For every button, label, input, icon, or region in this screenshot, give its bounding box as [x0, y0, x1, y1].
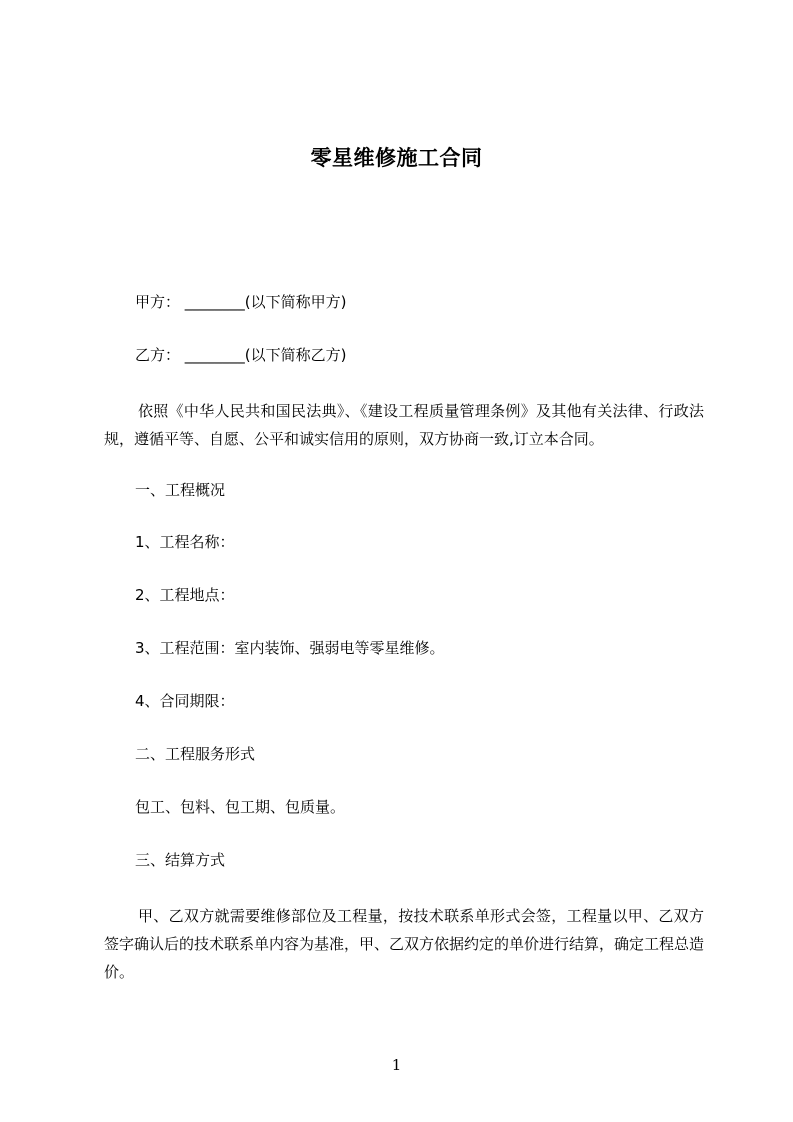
item-project-scope: 3、工程范围：室内装饰、强弱电等零星维修。 — [135, 639, 445, 657]
service-form-text: 包工、包料、包工期、包质量。 — [135, 798, 346, 816]
party-b-line: 乙方： ________(以下简称乙方) — [135, 346, 347, 364]
item-contract-term: 4、合同期限： — [135, 692, 235, 710]
document-title: 零星维修施工合同 — [310, 146, 483, 170]
party-a-line: 甲方： ________(以下简称甲方) — [135, 293, 347, 311]
settlement-paragraph: 甲、乙双方就需要维修部位及工程量，按技术联系单形式会签，工程量以甲、乙双方签字确认后的技术联系单内容为基准，甲、乙双方依据约定的单价进行结算，确定工程总造价。 — [104, 907, 705, 981]
intro-paragraph: 依照《中华人民共和国民法典》、《建设工程质量管理条例》及其他有关法律、行政法规，遵循平等、自愿、公平和诚实信用的原则，双方协商一致,订立本合同。 — [104, 402, 704, 448]
item-project-location: 2、工程地点： — [135, 586, 235, 604]
page-number: 1 — [391, 1056, 402, 1074]
item-project-name: 1、工程名称： — [135, 533, 235, 551]
section-3-heading: 三、结算方式 — [135, 851, 226, 869]
section-2-heading: 二、工程服务形式 — [135, 745, 256, 763]
section-1-heading: 一、工程概况 — [135, 481, 226, 499]
